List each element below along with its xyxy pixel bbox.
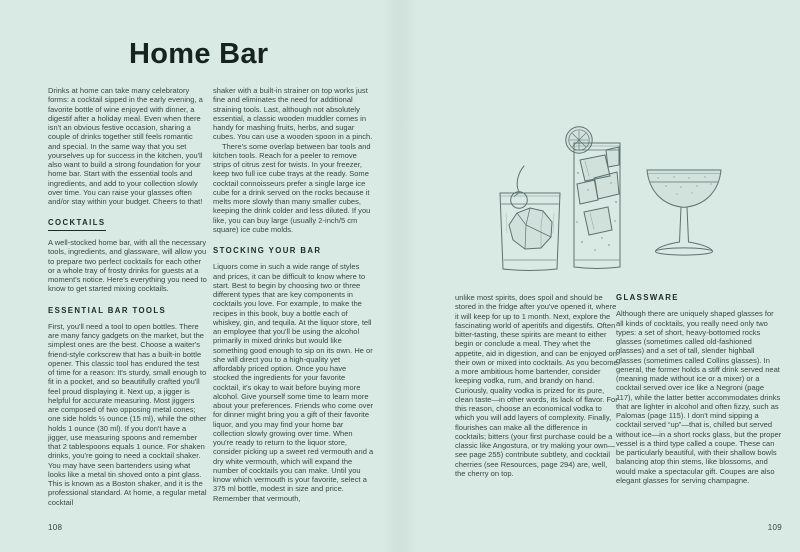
stocking-paragraph: Liquors come in such a wide range of styles and prices, it can be difficult to know where to start. Best to begin by choosing two or three different types that are key components in cocktails you love. For example, to make the recipes in this book, buy a bottle each of whiskey, gin, and tequila. At the liquor store, tell an employee that you'll be using the alcohol primarily in mixed drinks but would like something good enough to sip on its own. He or she will direct you to a high-quality yet affordably priced option. Once you have stocked the ingredients for your favorite cocktail, it's okay to wait before buying more alcohol. Give yourself some time to learn more about your preferences. Friends who come over for dinner might bring you a gift of their favorite liquor, and you may find your home bar collection slowly growing over time. When you're ready to return to the liquor store, consider picking up a sweet red vermouth and a dry white vermouth, which will expand the number of cocktails you can make. Until you know which vermouth is your favorite, select a 375 ml bottle, modest in size and price. Remember that vermouth, [213, 262, 374, 503]
page-title: Home Bar [129, 38, 269, 70]
stocking-paragraph-continued: unlike most spirits, does spoil and should be stored in the fridge after you've opened it, where it will keep for up to 1 month. Next, explore the fascinating world of aperitifs and digestifs. Often bitter-tasting, these spirits are meant to either begin or conclude a meal. They whet the appetite, aid in digestion, and can be enjoyed on their own or mixed into cocktails. As you become a more ambitious home bartender, consider keeping vodka, rum, and brandy on hand. Curiously, quality vodka is prized for its pure, clean taste—in other words, its lack of flavor. For this reason, choose an economical vodka to which you will add layers of complexity. Finally, flourishes can make all the difference in cocktails; bitters (your first purchase could be a classic like Angostura, or try making your own—see page 255) contribute subtlety, and cocktail cherries (see Resources, page 294) are, well, the cherry on top. [455, 293, 618, 478]
cocktails-paragraph: A well-stocked home bar, with all the necessary tools, ingredients, and glassware, will allow you to prepare two perfect cocktails for each other or a whole tray of frosty drinks for guests at a moment's notice. Here's everything you need to know to get started mixing cocktails. [48, 238, 207, 294]
right-page-column-4 [616, 293, 782, 485]
rocks-glass-illustration [497, 163, 563, 273]
cocktails-heading-label: COCKTAILS [48, 218, 106, 231]
intro-paragraph: Drinks at home can take many celebratory forms: a cocktail sipped in the early evening, a favorite bottle of wine enjoyed with dinner, a digestif after a holiday meal. Even when there isn't an obvious festive occasion, sharing a couple of drinks together still feels romantic and special. In the same way that you set yourselves up for success in the kitchen, you'll also want to build a strong foundation for your home bar. Start with the essential tools and ingredients, and add to your collection slowly over time. You can raise your glasses often and/or stay within your budget. Cheers to that! [48, 86, 203, 206]
bar-tools-paragraph-continued: shaker with a built-in strainer on top works just fine and eliminates the need for additional straining tools. Last, although not absolutely essential, a classic wooden muddler comes in handy for mashing fruits, herbs, and sugar cubes. You can use a wooden spoon in a pinch. [213, 86, 373, 142]
bar-tools-paragraph: First, you'll need a tool to open bottles. There are many fancy gadgets on the market, but the simplest ones are the best. Choose a waiter's friend-style corkscrew that has a built-in bottle opener. This classic tool has endured the test of time for a reason: It's sturdy, small enough to fit in a pocket, and so beautifully crafted you'll feel proud displaying it. Next up, a jigger is helpful for accurate measuring. Most jiggers are composed of two opposing metal cones; one side holds ½ ounce (15 ml), while the other holds 1 ounce (30 ml). If you don't have a jigger, use measuring spoons and remember that 2 tablespoons equals 1 ounce. For shaken drinks, you're going to need a cocktail shaker. You may have seen bartenders using what looks like a metal tin shoved onto a pint glass. This is known as a Boston shaker, and it is the professional standard. At home, a regular metal cocktail [48, 321, 207, 507]
left-page-column-1 [48, 86, 207, 507]
coupe-glass-illustration [645, 160, 723, 266]
glassware-paragraph: Although there are uniquely shaped glasses for all kinds of cocktails, you really need only two types: a set of short, heavy-bottomed rocks glasses (sometimes called old-fashioned glasses) and a set of tall, slender highball glasses (sometimes called Collins glasses). In general, the former holds a stiff drink served neat (meaning made without ice or a mixer) or a cocktail served over ice like a Negroni (page 117), while the latter better accommodates drinks that are lighter in alcohol and often fizzy, such as Palomas (page 115). I don't mind sipping a cocktail served “up”—that is, chilled but served without ice—in a short rocks glass, but the proper vessel is a third type called a coupe. These can be particularly beautiful, with their shallow bowls balancing atop thin stems, like blossoms, and would make a spectacular gift. Coupes are also elegant glasses for serving champagne. [616, 309, 782, 485]
stocking-your-bar-heading: STOCKING YOUR BAR [213, 246, 322, 255]
page-number-right: 109 [767, 523, 782, 532]
bar-tools-overlap-paragraph: There's some overlap between bar tools and kitchen tools. Reach for a peeler to remove strips of citrus zest for twists. In your freezer, keep two full ice cube trays at the ready. Some cocktail connoisseurs prefer a single large ice cube for a drink served on the rocks because it melts more slowly than many smaller cubes, keeping the drink colder and less diluted. If you like, you can buy large (usually 2-inch/5 cm square) ice cube molds. [213, 141, 371, 234]
cocktails-heading [48, 218, 207, 231]
page-gutter-shadow [382, 0, 418, 552]
right-page-column-3 [455, 293, 618, 478]
glassware-heading: GLASSWARE [616, 293, 679, 302]
left-page-column-2 [213, 86, 374, 503]
page-number-left: 108 [48, 523, 63, 532]
highball-glass-illustration [562, 126, 632, 274]
essential-bar-tools-heading: ESSENTIAL BAR TOOLS [48, 305, 167, 315]
